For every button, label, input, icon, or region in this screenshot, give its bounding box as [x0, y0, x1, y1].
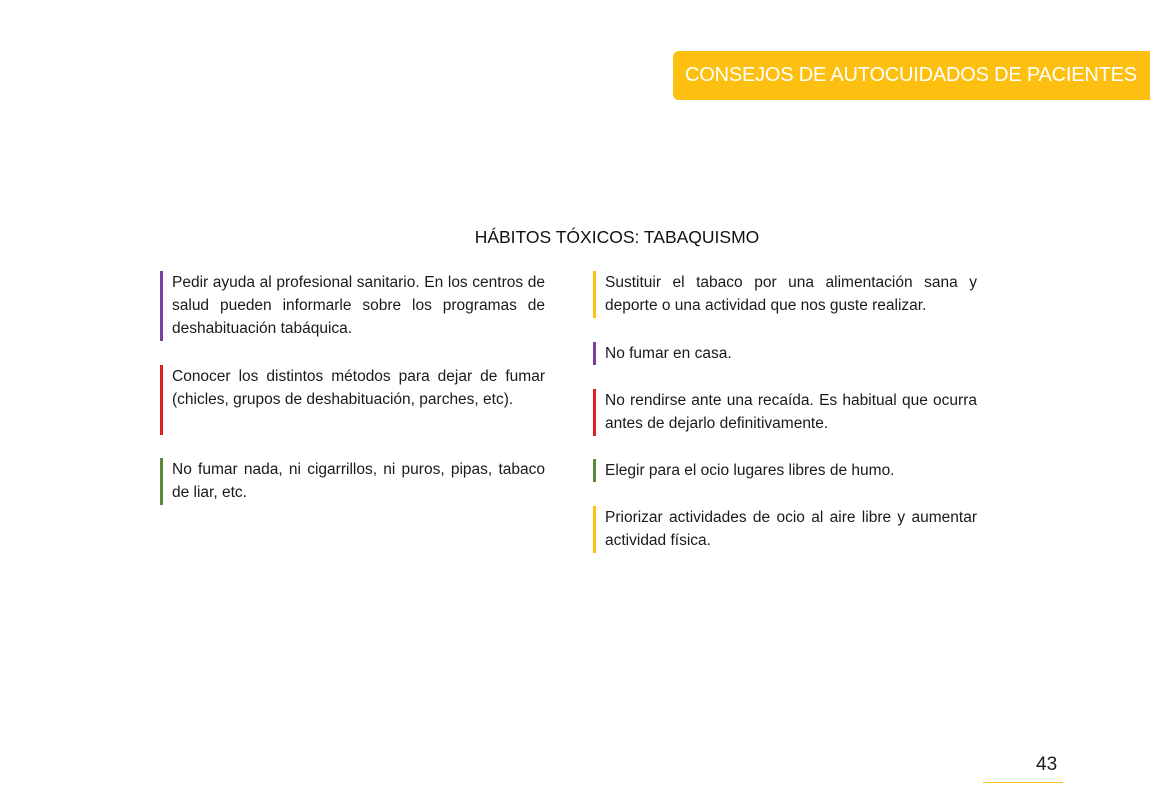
- tip-item: No fumar en casa.: [593, 342, 977, 365]
- left-tips-column: [160, 271, 545, 505]
- tip-item: No rendirse ante una recaída. Es habitual que ocurra antes de dejarlo definitivamente.: [593, 389, 977, 436]
- tip-item: Elegir para el ocio lugares libres de humo.: [593, 459, 977, 482]
- tip-item: Priorizar actividades de ocio al aire libre y aumentar actividad física.: [593, 506, 977, 553]
- tip-item: No fumar nada, ni cigarrillos, ni puros, pipas, tabaco de liar, etc.: [160, 458, 545, 505]
- tip-item: Sustituir el tabaco por una alimentación sana y deporte o una actividad que nos guste realizar.: [593, 271, 977, 318]
- page-number-underline: [983, 782, 1063, 783]
- right-tips-column: [593, 271, 977, 553]
- header-banner: [673, 51, 1150, 100]
- page-number: 43: [1036, 754, 1058, 775]
- tip-item: Conocer los distintos métodos para dejar de fumar (chicles, grupos de deshabituación, parches, etc).: [160, 365, 545, 435]
- header-title: CONSEJOS DE AUTOCUIDADOS DE PACIENTES: [685, 64, 1137, 86]
- tip-item: Pedir ayuda al profesional sanitario. En los centros de salud pueden informarle sobre los programas de deshabituación tabáquica.: [160, 271, 545, 341]
- section-title: HÁBITOS TÓXICOS: TABAQUISMO: [474, 227, 760, 247]
